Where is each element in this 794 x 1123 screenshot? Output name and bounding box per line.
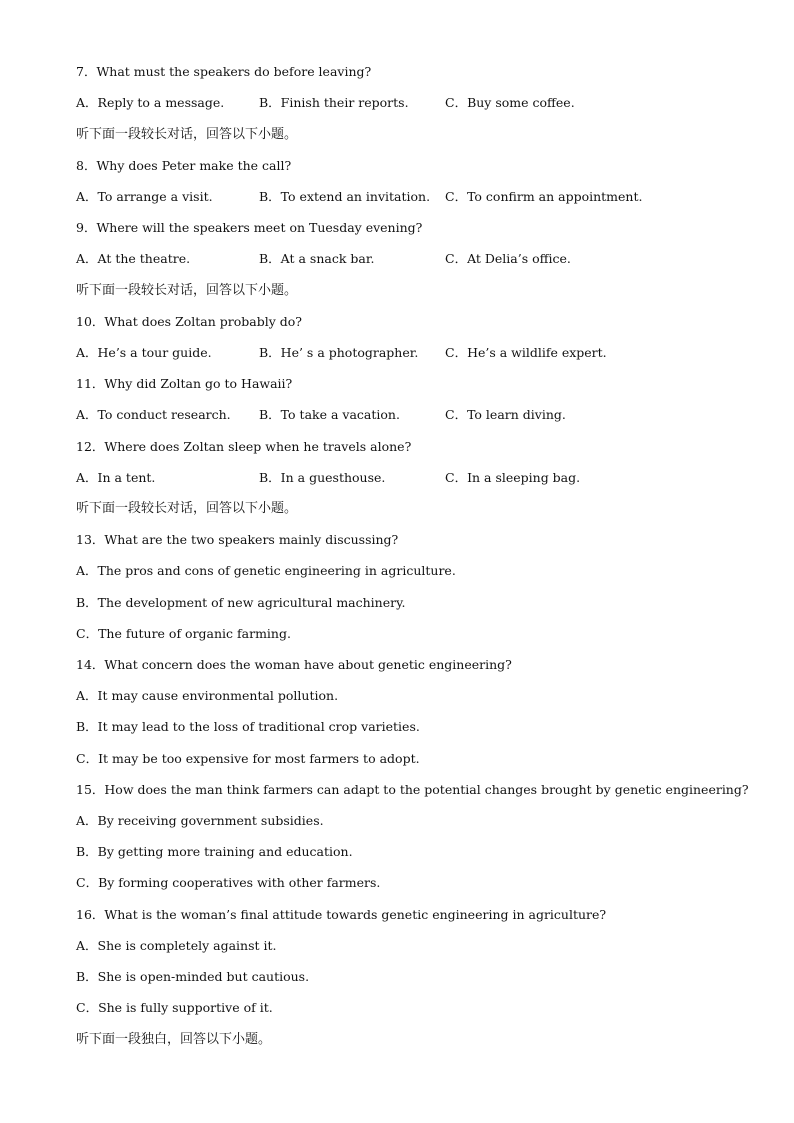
question-12-option-a: A．In a tent.	[76, 470, 156, 485]
question-16-option-b: B．She is open-minded but cautious.	[76, 969, 310, 984]
question-10-options	[76, 345, 756, 361]
question-14-option-a: A．It may cause environmental pollution.	[76, 688, 339, 703]
question-7-option-c: C．Buy some coffee.	[445, 95, 575, 110]
question-14-stem: 14．What concern does the woman have about genetic engineering?	[76, 657, 512, 672]
section-instruction-1: 听下面一段较长对话，回答以下小题。	[76, 127, 298, 142]
question-9-option-c: C．At Delia’s office.	[445, 251, 571, 266]
question-12-option-b: B．In a guesthouse.	[259, 470, 386, 485]
question-9-option-b: B．At a snack bar.	[259, 251, 375, 266]
question-11-stem: 11．Why did Zoltan go to Hawaii?	[76, 376, 293, 391]
question-7-option-a: A．Reply to a message.	[76, 95, 225, 110]
question-8-options	[76, 189, 756, 205]
question-8-option-a: A．To arrange a visit.	[76, 189, 213, 204]
question-12-options	[76, 470, 756, 486]
question-10-option-b: B．He’ s a photographer.	[259, 345, 419, 360]
question-14-option-c: C．It may be too expensive for most farmers to adopt.	[76, 751, 420, 766]
question-13-stem: 13．What are the two speakers mainly discussing?	[76, 532, 399, 547]
question-11-option-b: B．To take a vacation.	[259, 407, 400, 422]
question-10-option-a: A．He’s a tour guide.	[76, 345, 212, 360]
question-10-stem: 10．What does Zoltan probably do?	[76, 314, 302, 329]
question-12-stem: 12．Where does Zoltan sleep when he travels alone?	[76, 439, 412, 454]
question-7-options	[76, 95, 756, 111]
question-15-option-c: C．By forming cooperatives with other farmers.	[76, 875, 381, 890]
question-16-option-a: A．She is completely against it.	[76, 938, 277, 953]
question-13-option-b: B．The development of new agricultural machinery.	[76, 595, 406, 610]
question-13-option-a: A．The pros and cons of genetic engineering in agriculture.	[76, 563, 456, 578]
question-10-option-c: C．He’s a wildlife expert.	[445, 345, 607, 360]
question-7-option-b: B．Finish their reports.	[259, 95, 409, 110]
question-9-stem: 9．Where will the speakers meet on Tuesday evening?	[76, 220, 423, 235]
question-7-stem: 7．What must the speakers do before leaving?	[76, 64, 372, 79]
question-8-option-c: C．To confirm an appointment.	[445, 189, 643, 204]
section-instruction-4: 听下面一段独白，回答以下小题。	[76, 1032, 272, 1047]
question-9-options	[76, 251, 756, 267]
question-13-option-c: C．The future of organic farming.	[76, 626, 291, 641]
question-9-option-a: A．At the theatre.	[76, 251, 191, 266]
question-12-option-c: C．In a sleeping bag.	[445, 470, 581, 485]
question-8-option-b: B．To extend an invitation.	[259, 189, 431, 204]
question-14-option-b: B．It may lead to the loss of traditional crop varieties.	[76, 719, 420, 734]
question-16-option-c: C．She is fully supportive of it.	[76, 1000, 273, 1015]
question-15-option-a: A．By receiving government subsidies.	[76, 813, 324, 828]
section-instruction-3: 听下面一段较长对话，回答以下小题。	[76, 501, 298, 516]
question-15-stem: 15．How does the man think farmers can adapt to the potential changes brought by genetic engineering?	[76, 782, 749, 797]
question-15-option-b: B．By getting more training and education.	[76, 844, 353, 859]
question-8-stem: 8．Why does Peter make the call?	[76, 158, 292, 173]
question-11-options	[76, 407, 756, 423]
section-instruction-2: 听下面一段较长对话，回答以下小题。	[76, 283, 298, 298]
question-11-option-a: A．To conduct research.	[76, 407, 231, 422]
question-11-option-c: C．To learn diving.	[445, 407, 566, 422]
question-16-stem: 16．What is the woman’s final attitude towards genetic engineering in agriculture?	[76, 907, 607, 922]
